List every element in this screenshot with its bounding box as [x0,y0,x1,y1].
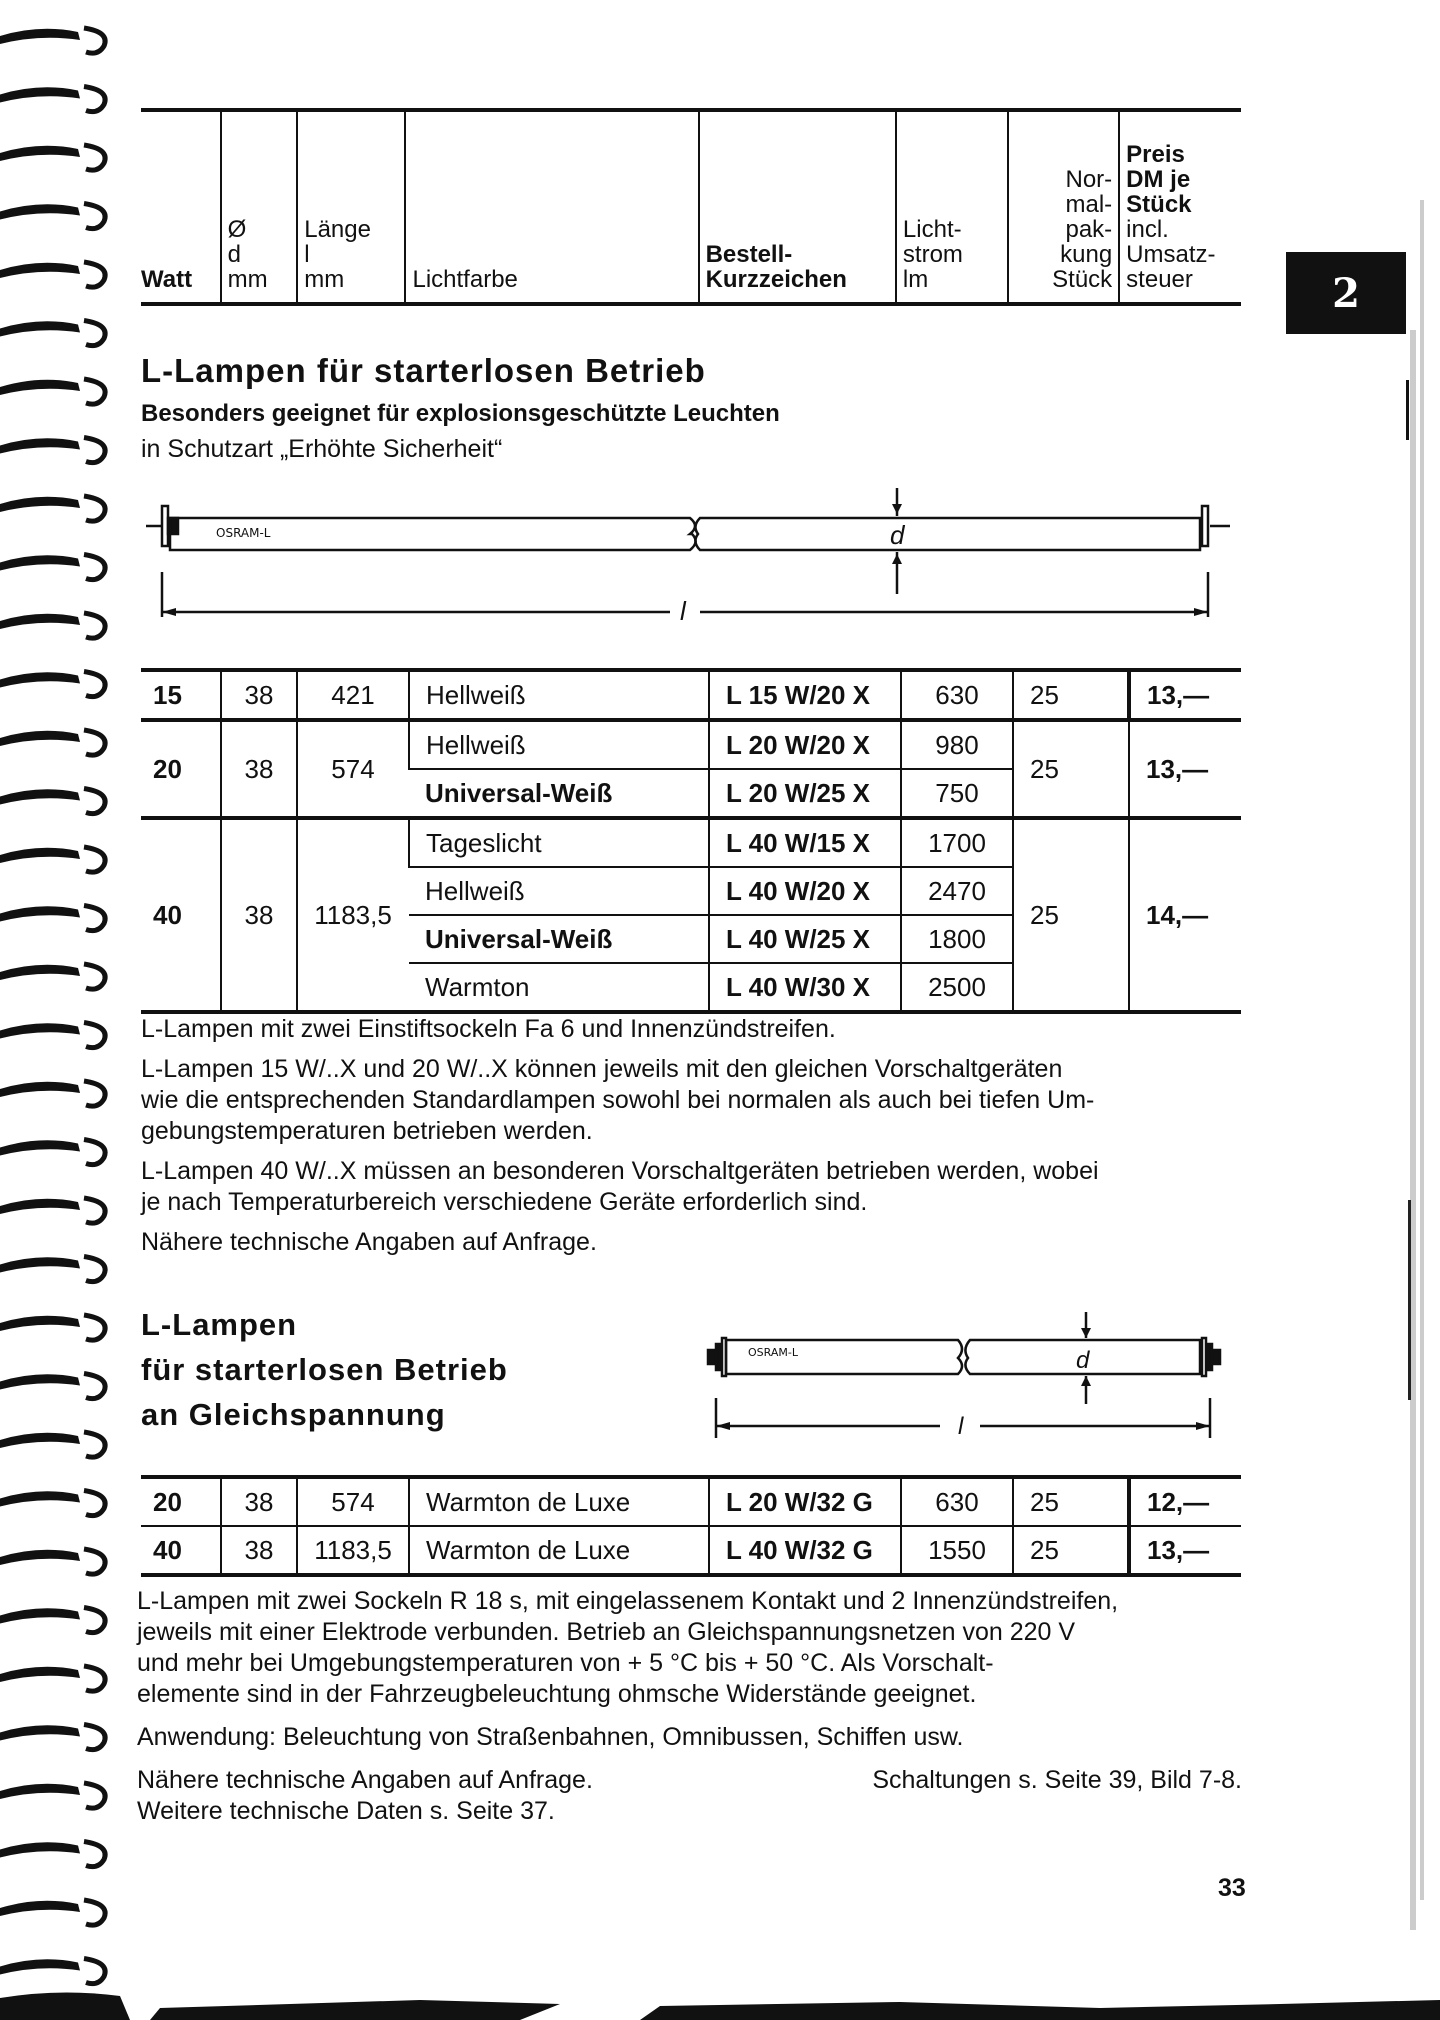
note-line: Anwendung: Beleuchtung von Straßenbahnen, Omnibussen, Schiffen usw. [137,1723,964,1751]
preis-line3: Stück [1126,191,1192,218]
cell-code: L 15 W/20 X [709,670,901,720]
binding-loop [0,145,105,170]
cell-l: 574 [297,720,409,818]
lamp2-brand: OSRAM-L [748,1346,798,1359]
cell-farbe: Hellweiß [409,867,709,915]
section2-title-line2: für starterlosen Betrieb [141,1352,508,1387]
table-section2 [141,1475,1241,1577]
norm-line4: kung [1060,241,1113,268]
cell-price: 14,— [1129,818,1241,1012]
cell-farbe: Universal-Weiß [409,915,709,963]
page-edge [1406,0,1440,2020]
cell-d: 38 [221,818,297,1012]
cell-lm: 1800 [901,915,1013,963]
col-laenge [297,110,405,304]
norm-line3: pak- [1065,216,1113,243]
cell-l: 1183,5 [297,1526,409,1575]
lamp-diagram-2 [700,1308,1230,1438]
laenge-var: l [304,241,310,268]
cell-farbe: Hellweiß [409,670,709,720]
binding-loop [0,906,105,931]
bestell-line2: Kurzzeichen [705,266,847,293]
cell-price: 12,— [1129,1477,1241,1526]
cell-farbe: Warmton [409,963,709,1012]
col-lichtfarbe: Lichtfarbe [405,110,698,304]
cell-code: L 40 W/32 G [709,1526,901,1575]
cell-watt: 15 [141,670,221,720]
binding-loop [0,1783,105,1808]
cell-code: L 40 W/25 X [709,915,901,963]
binding-loop [0,847,105,872]
lamp2-d-label: d [1076,1347,1090,1374]
scan-bottom-edge [0,1978,1440,2020]
note-line: Nähere technische Angaben auf Anfrage. [137,1766,593,1794]
cell-code: L 40 W/20 X [709,867,901,915]
table-row [141,818,1241,867]
table-row [141,670,1241,720]
binding-loop [0,1432,105,1457]
cell-lm: 1550 [901,1526,1013,1575]
binding-loop [0,379,105,404]
table-row [141,1526,1241,1575]
laenge-unit: mm [304,266,345,293]
binding-loop [0,87,105,112]
cell-lm: 1700 [901,818,1013,867]
binding-loop [0,496,105,521]
note-line: je nach Temperaturbereich verschiedene Geräte erforderlich sind. [141,1188,868,1216]
binding-loop [0,1549,105,1574]
binding-loop [0,1140,105,1165]
binding-loop [0,730,105,755]
note-line: gebungstemperaturen betrieben werden. [141,1117,593,1145]
cell-d: 38 [221,1526,297,1575]
cell-pack: 25 [1013,1477,1129,1526]
binding-loop [0,28,105,53]
note-line: jeweils mit einer Elektrode verbunden. Betrieb an Gleichspannungsnetzen von 220 V [137,1618,1076,1646]
binding-loop [0,1842,105,1867]
col-preis [1119,110,1241,304]
cell-code: L 40 W/15 X [709,818,901,867]
col-lichtstrom [896,110,1008,304]
cell-d: 38 [221,1477,297,1526]
norm-line2: mal- [1065,191,1113,218]
binding-loop [0,555,105,580]
lamp2-l-label: l [958,1413,964,1438]
note-line: L-Lampen 15 W/..X und 20 W/..X können jeweils mit den gleichen Vorschaltgeräten [141,1055,1063,1083]
schaltungen-ref: Schaltungen s. Seite 39, Bild 7-8. [872,1766,1242,1794]
cell-d: 38 [221,670,297,720]
cell-pack: 25 [1013,818,1129,1012]
cell-farbe: Tageslicht [409,818,709,867]
laenge-label: Länge [304,216,371,243]
binding-loop [0,1491,105,1516]
chapter-tab: 2 [1286,252,1406,334]
binding-loop [0,204,105,229]
preis-line1: Preis [1126,141,1185,168]
binding-loop [0,262,105,287]
cell-farbe: Warmton de Luxe [409,1526,709,1575]
cell-code: L 20 W/32 G [709,1477,901,1526]
cell-farbe: Warmton de Luxe [409,1477,709,1526]
binding-loop [0,1198,105,1223]
col-normalpackung [1008,110,1120,304]
binding-loop [0,1608,105,1633]
table-row [141,720,1241,769]
note-line: Weitere technische Daten s. Seite 37. [137,1797,555,1825]
col-diameter [221,110,298,304]
cell-pack: 25 [1013,1526,1129,1575]
binding-loop [0,1666,105,1691]
section2-title-line3: an Gleichspannung [141,1397,446,1432]
section1-title: L-Lampen für starterlosen Betrieb [141,352,706,389]
cell-lm: 2500 [901,963,1013,1012]
section1-notes [141,1014,1241,1258]
diameter-symbol: Ø [227,216,247,243]
cell-code: L 20 W/20 X [709,720,901,769]
lichtstrom-line2: strom [902,241,963,268]
lamp-diagram-1 [140,482,1240,632]
cell-lm: 750 [901,769,1013,818]
cell-pack: 25 [1013,720,1129,818]
preis-line2: DM je [1126,166,1191,193]
bestell-line1: Bestell- [705,241,793,268]
column-header [141,108,1241,306]
binding-loop [0,1315,105,1340]
note-line: und mehr bei Umgebungstemperaturen von + 5 °C bis + 50 °C. Als Vorschalt- [137,1649,994,1677]
cell-watt: 40 [141,818,221,1012]
table-row [141,1477,1241,1526]
binding-loop [0,1900,105,1925]
lichtstrom-line1: Licht- [902,216,962,243]
cell-watt: 20 [141,720,221,818]
section2-notes [137,1586,1242,1827]
binding-loop [0,613,105,638]
diameter-var: d [227,241,241,268]
cell-lm: 2470 [901,867,1013,915]
cell-price: 13,— [1129,720,1241,818]
note-line: L-Lampen 40 W/..X müssen an besonderen Vorschaltgeräten betrieben werden, wobei [141,1157,1099,1185]
cell-watt: 40 [141,1526,221,1575]
binding-loop [0,1374,105,1399]
cell-farbe: Universal-Weiß [409,769,709,818]
cell-l: 574 [297,1477,409,1526]
note-line: L-Lampen mit zwei Einstiftsockeln Fa 6 und Innenzündstreifen. [141,1015,836,1043]
cell-lm: 630 [901,670,1013,720]
section2-title-line1: L-Lampen [141,1307,298,1342]
cell-watt: 20 [141,1477,221,1526]
norm-line1: Nor- [1065,166,1113,193]
note-line: L-Lampen mit zwei Sockeln R 18 s, mit eingelassenem Kontakt und 2 Innenzündstreifen, [137,1587,1119,1615]
spiral-binding [0,0,130,2020]
section1-subtitle: Besonders geeignet für explosionsgeschützte Leuchten [141,400,780,427]
binding-loop [0,321,105,346]
lichtstrom-unit: lm [902,266,929,293]
col-watt: Watt [141,266,193,293]
lamp1-l-label: l [680,596,686,626]
note-line: Nähere technische Angaben auf Anfrage. [141,1228,597,1256]
norm-line5: Stück [1052,266,1113,293]
cell-l: 421 [297,670,409,720]
note-row [137,1765,1242,1796]
diameter-unit: mm [227,266,268,293]
binding-loop [0,1081,105,1106]
section2-title [141,1302,508,1437]
cell-pack: 25 [1013,670,1129,720]
cell-lm: 980 [901,720,1013,769]
binding-loop [0,1725,105,1750]
binding-loop [0,1257,105,1282]
cell-farbe: Hellweiß [409,720,709,769]
note-line: wie die entsprechenden Standardlampen sowohl bei normalen als auch bei tiefen Um- [141,1086,1095,1114]
col-bestell [699,110,896,304]
section1-subtitle2: in Schutzart „Erhöhte Sicherheit“ [141,435,503,463]
cell-code: L 40 W/30 X [709,963,901,1012]
cell-l: 1183,5 [297,818,409,1012]
binding-loop [0,964,105,989]
binding-loop [0,672,105,697]
preis-line5: Umsatz- [1126,241,1216,268]
cell-price: 13,— [1129,670,1241,720]
preis-line6: steuer [1126,266,1193,293]
binding-loop [0,1023,105,1048]
cell-d: 38 [221,720,297,818]
lamp1-d-label: d [890,520,905,550]
cell-price: 13,— [1129,1526,1241,1575]
note-line: elemente sind in der Fahrzeugbeleuchtung ohmsche Widerstände geeignet. [137,1680,977,1708]
preis-line4: incl. [1126,216,1169,243]
binding-loop [0,789,105,814]
table-section1 [141,668,1241,1014]
page-number: 33 [1218,1874,1246,1902]
cell-code: L 20 W/25 X [709,769,901,818]
lamp1-brand: OSRAM-L [216,526,271,540]
binding-loop [0,438,105,463]
cell-lm: 630 [901,1477,1013,1526]
